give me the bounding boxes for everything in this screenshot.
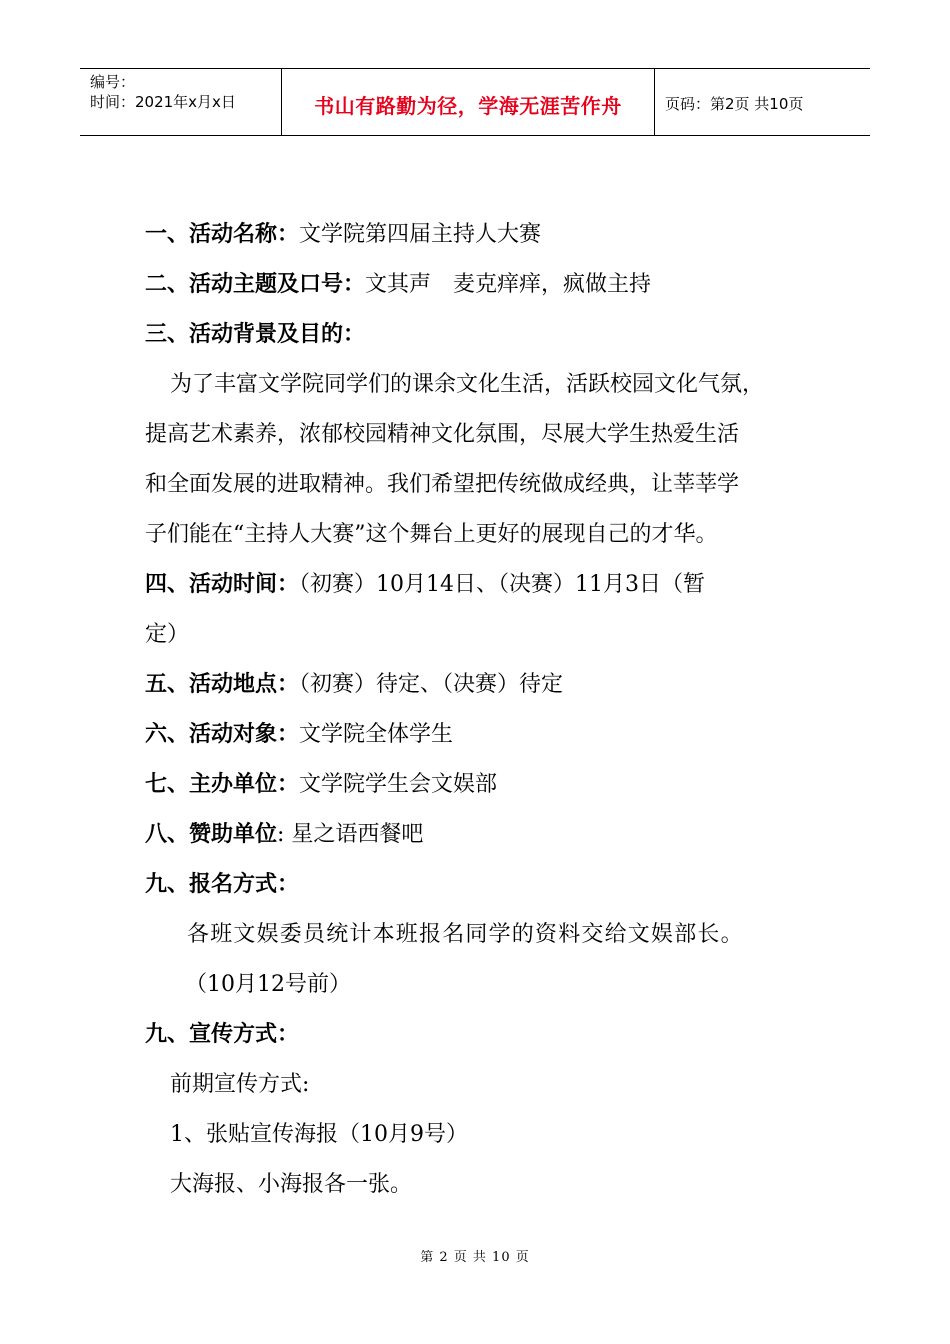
section-heading: 三、活动背景及目的：	[145, 322, 366, 347]
section-activity-name	[145, 210, 835, 260]
section-organizer	[145, 760, 835, 810]
paragraph-line: 定）	[145, 622, 190, 647]
header-motto-cell	[282, 69, 655, 135]
page-footer: 第 2 页 共 10 页	[420, 1250, 530, 1265]
section-activity-time	[145, 560, 835, 610]
document-header	[80, 68, 870, 136]
paragraph-line: 1、张贴宣传海报（10月9号）	[170, 1122, 468, 1147]
section-heading: 一、活动名称：	[145, 222, 300, 247]
paragraph-line: 为了丰富文学院同学们的课余文化生活，活跃校园文化气氛，	[170, 372, 765, 397]
section-value: 文学院学生会文娱部	[299, 772, 498, 797]
paragraph-line: 各班文娱委员统计本班报名同学的资料交给文娱部长。	[187, 922, 744, 947]
paragraph-line: 大海报、小海报各一张。	[170, 1172, 413, 1197]
section-heading: 二、活动主题及口号：	[145, 272, 366, 297]
paragraph-line: 前期宣传方式:	[170, 1072, 310, 1097]
header-number-label: 编号：	[90, 73, 136, 91]
section-value: : 星之语西餐吧	[277, 822, 424, 847]
section-heading: 九、报名方式：	[145, 872, 300, 897]
section-value: （初赛）10月14日、（决赛）11月3日（暂	[299, 572, 705, 597]
section-registration	[145, 860, 835, 910]
section-value: 文学院全体学生	[299, 722, 454, 747]
section-value: （初赛）待定、（决赛）待定	[299, 672, 564, 697]
header-motto: 书山有路勤为径，学海无涯苦作舟	[314, 93, 622, 118]
section-promotion	[145, 1010, 835, 1060]
header-page-info-cell	[655, 69, 870, 135]
section-activity-theme	[145, 260, 835, 310]
section-activity-audience	[145, 710, 835, 760]
paragraph-line: 提高艺术素养，浓郁校园精神文化氛围，尽展大学生热爱生活	[145, 422, 740, 447]
section-heading: 九、宣传方式：	[145, 1022, 300, 1047]
section-heading: 四、活动时间：	[145, 572, 300, 597]
paragraph-line: 和全面发展的进取精神。我们希望把传统做成经典，让莘莘学	[145, 472, 740, 497]
paragraph-line: 子们能在“主持人大赛”这个舞台上更好的展现自己的才华。	[145, 522, 718, 547]
header-meta-cell	[80, 69, 282, 135]
section-heading: 七、主办单位：	[145, 772, 300, 797]
section-sponsor	[145, 810, 835, 860]
section-value: 文学院第四届主持人大赛	[299, 222, 542, 247]
section-heading: 八、赞助单位	[145, 822, 278, 847]
section-heading: 六、活动对象：	[145, 722, 300, 747]
section-value: 文其声 麦克痒痒，疯做主持	[365, 272, 652, 297]
section-activity-background	[145, 310, 835, 360]
paragraph-line: （10月12号前）	[185, 972, 351, 997]
header-page-info: 页码：第2页 共10页	[665, 94, 804, 113]
section-heading: 五、活动地点：	[145, 672, 300, 697]
document-body	[145, 210, 835, 1210]
section-activity-location	[145, 660, 835, 710]
header-time-label: 时间：2021年x月x日	[90, 93, 236, 111]
